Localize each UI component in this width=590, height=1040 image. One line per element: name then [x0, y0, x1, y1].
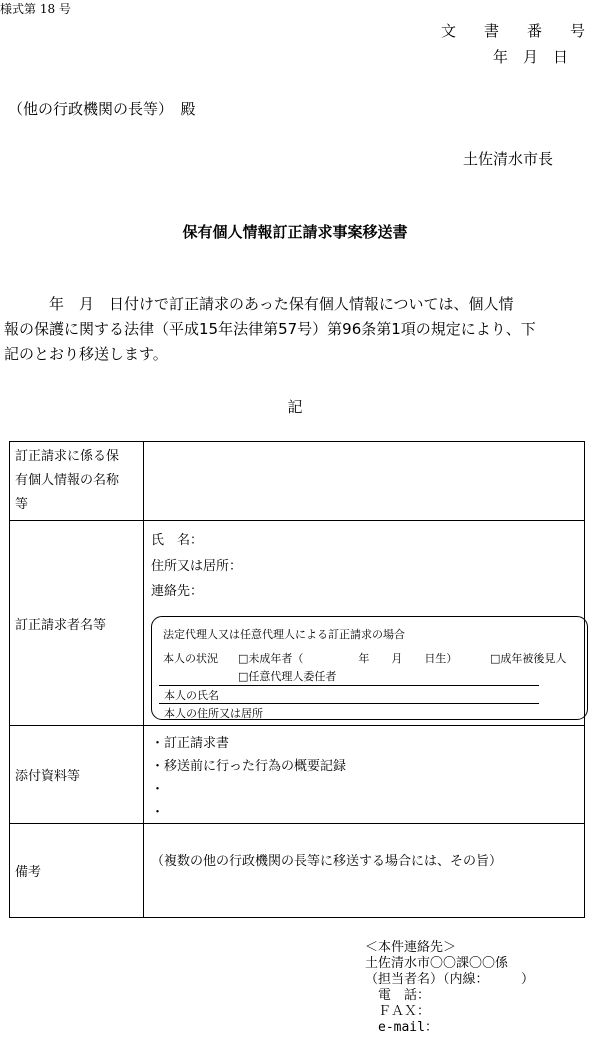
contact-email: e-mail：: [365, 1020, 438, 1035]
requester-label-cell: [10, 521, 144, 726]
document-number-label: [441, 20, 590, 41]
body-line: 記のとおり移送します。: [4, 345, 168, 363]
person-status-label: 本人の状況: [163, 652, 218, 665]
attachment-item: ・: [151, 805, 165, 820]
body-line: 年 月 日付けで訂正請求のあった保有個人情報については、個人情: [4, 295, 514, 313]
ki-heading: 記: [287, 398, 303, 416]
contact-phone: 電 話：: [365, 988, 431, 1003]
attachment-item: ・訂正請求書: [151, 736, 230, 751]
table-row: [10, 726, 585, 824]
requester-contact-field: 連絡先：: [151, 584, 204, 599]
remarks-label-cell: [10, 824, 144, 918]
contact-person: （担当者名）（内線： ）: [365, 972, 535, 987]
contact-heading: ＜本件連絡先＞: [365, 940, 457, 955]
delegator-checkbox[interactable]: □任意代理人委任者: [238, 670, 337, 683]
form-number: 様式第 18 号: [0, 2, 71, 16]
requester-name-field: 氏 名：: [151, 533, 204, 548]
document-date-label: [493, 46, 583, 67]
doc-number-char: 号: [570, 22, 586, 40]
doc-number-char: 書: [484, 22, 500, 40]
remarks-text: （複数の他の行政機関の長等に移送する場合には、その旨）: [151, 854, 503, 869]
attachments-label-cell: [10, 726, 144, 824]
body-line: 報の保護に関する法律（平成15年法律第57号）第96条第1項の規定により、下: [4, 320, 536, 338]
info-name-label: 有個人情報の名称: [15, 473, 120, 488]
requester-cell[interactable]: [144, 521, 585, 726]
attachments-label: 添付資料等: [15, 769, 81, 784]
contact-fax: ＦＡＸ：: [365, 1004, 431, 1019]
info-name-value-cell[interactable]: [144, 442, 585, 521]
agent-request-box: [151, 616, 588, 720]
person-name-label: 本人の氏名: [164, 689, 219, 702]
table-row: [10, 442, 585, 521]
addressee: （他の行政機関の長等） 殿: [8, 100, 196, 118]
person-address-label: 本人の住所又は居所: [164, 707, 263, 720]
requester-label: 訂正請求者名等: [15, 617, 107, 633]
ward-checkbox[interactable]: □成年被後見人: [490, 652, 567, 665]
date-part: 日: [553, 48, 569, 66]
sender: 土佐清水市長: [463, 150, 554, 168]
remarks-cell[interactable]: [144, 824, 585, 918]
transfer-details-table: [9, 441, 585, 918]
info-name-label: 訂正請求に係る保: [15, 449, 120, 464]
person-address-underline: [159, 703, 539, 704]
date-part: 月: [523, 48, 539, 66]
document-title: 保有個人情報訂正請求事案移送書: [182, 223, 408, 241]
date-part: 年: [493, 48, 509, 66]
body-paragraph: [4, 292, 584, 367]
info-name-label-cell: [10, 442, 144, 521]
info-name-label: 等: [15, 497, 29, 512]
attachment-item: ・移送前に行った行為の概要記録: [151, 759, 347, 774]
doc-number-char: 文: [441, 22, 457, 40]
requester-address-field: 住所又は居所：: [151, 559, 243, 574]
doc-number-char: 番: [527, 22, 543, 40]
contact-block: [365, 940, 534, 1036]
remarks-label: 備考: [15, 865, 42, 880]
attachment-item: ・: [151, 782, 165, 797]
contact-dept: 土佐清水市〇〇課〇〇係: [365, 956, 509, 971]
minor-checkbox[interactable]: □未成年者（ 年 月 日生）: [238, 652, 458, 665]
table-row: [10, 521, 585, 726]
agent-box-title: 法定代理人又は任意代理人による訂正請求の場合: [163, 628, 405, 641]
table-row: [10, 824, 585, 918]
person-name-underline: [159, 685, 539, 686]
attachments-cell[interactable]: [144, 726, 585, 824]
